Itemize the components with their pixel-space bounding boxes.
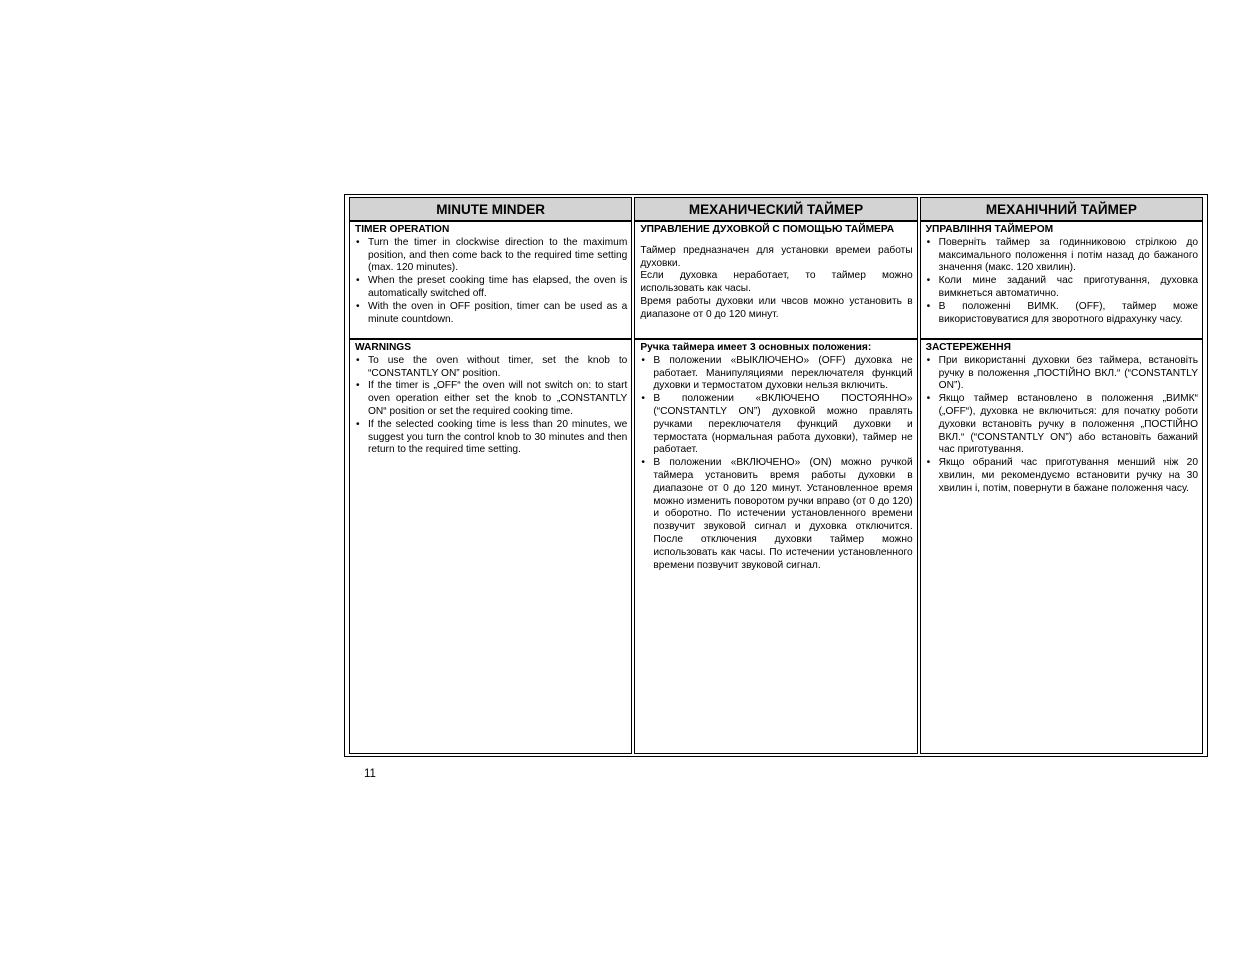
list-item: • В положении «ВКЛЮЧЕНО ПОСТОЯННО» (“CONSTANTLY ON”) духовкой можно правлять ручками переключателя функций духовки и термостата (нормальная работа духовки), таймер не работает.: [640, 393, 912, 457]
list-item: • With the oven in OFF position, timer can be used as a minute countdown.: [355, 301, 627, 327]
list-item: • Коли мине заданий час приготування, духовка вимкнеться автоматично.: [926, 275, 1198, 301]
list-item: • Якщо обраний час приготування менший ніж 20 хвилин, ми рекомендуємо встановити ручку на 30 хвилин і, потім, повернути в бажане положення часу.: [926, 457, 1198, 495]
paragraph: Если духовка неработает, то таймер можно использовать как часы.: [640, 270, 913, 295]
instruction-table-frame: [344, 194, 1208, 757]
uk-operation-cell: [920, 221, 1203, 339]
instruction-table: [347, 197, 1205, 754]
en-warnings-title: WARNINGS: [355, 342, 412, 353]
uk-warnings-title: ЗАСТЕРЕЖЕННЯ: [925, 342, 1011, 353]
paragraph: Таймер предназначен для установки времеи работы духовки.: [640, 244, 913, 269]
paragraph: Время работы духовки или чвсов можно установить в диапазоне от 0 до 120 минут.: [640, 295, 913, 320]
en-warnings-cell: [349, 339, 632, 754]
list-item: • To use the oven without timer, set the knob to “CONSTANTLY ON” position.: [355, 355, 627, 381]
ru-positions-title: Ручка таймера имеет 3 основных положения:: [640, 342, 872, 353]
header-english: MINUTE MINDER: [349, 197, 632, 221]
en-operation-cell: [349, 221, 632, 339]
uk-warnings-list: [926, 355, 1198, 496]
list-item: • В положении «ВЫКЛЮЧЕНО» (OFF) духовка не работает. Манипуляциями переключателя функций духовки и термостатом духовки нельзя включить.: [640, 355, 912, 393]
list-item: • If the selected cooking time is less than 20 minutes, we suggest you turn the control knob to 30 minutes and then return to the required time setting.: [355, 419, 627, 457]
list-item: • В положении «ВКЛЮЧЕНО» (ON) можно ручкой таймера установить время работы духовки в диапазоне от 0 до 120 минут. Установленное время можно изменить поворотом ручки вправо (от 0 до 120) и оборотно. По истечении установленного времени позвучит звуковой сигнал и духовка отключится. После отключения духовки таймер можно использовать как часы. По истечении установленного времени позвучит звуковой сигнал.: [640, 457, 912, 572]
en-operation-title: TIMER OPERATION: [355, 224, 450, 235]
header-russian: МЕХАНИЧЕСКИЙ ТАЙМЕР: [634, 197, 917, 221]
list-item: • If the timer is „OFF“ the oven will not switch on: to start oven operation either set the knob to „CONSTANTLY ON“ position or set the required cooking time.: [355, 380, 627, 418]
ru-positions-list: [640, 355, 912, 573]
ru-positions-cell: [634, 339, 917, 754]
header-ukrainian: МЕХАНІЧНИЙ ТАЙМЕР: [920, 197, 1203, 221]
en-warnings-list: [355, 355, 627, 457]
list-item: • При використанні духовки без таймера, встановіть ручку в положення „ПОСТІЙНО ВКЛ.“ (“CONSTANTLY ON”).: [926, 355, 1198, 393]
uk-warnings-cell: [920, 339, 1203, 754]
page-number: 11: [364, 768, 376, 780]
ru-operation-cell: [634, 221, 917, 339]
en-operation-list: [355, 237, 627, 327]
list-item: • В положенні ВИМК. (OFF), таймер може використовуватися для зворотного відрахунку часу.: [926, 301, 1198, 327]
ru-operation-title: УПРАВЛЕНИЕ ДУХОВКОЙ С ПОМОЩЬЮ ТАЙМЕРА: [640, 224, 895, 235]
list-item: • When the preset cooking time has elapsed, the oven is automatically switched off.: [355, 275, 627, 301]
list-item: • Поверніть таймер за годинниковою стрілкою до максимального положення і потім назад до бажаного значення (макс. 120 хвилин).: [926, 237, 1198, 275]
list-item: • Turn the timer in clockwise direction to the maximum position, and then come back to the required time setting (max. 120 minutes).: [355, 237, 627, 275]
uk-operation-title: УПРАВЛІННЯ ТАЙМЕРОМ: [925, 224, 1054, 235]
uk-operation-list: [926, 237, 1198, 327]
list-item: • Якщо таймер встановлено в положення „ВИМК“ („OFF“), духовка не включиться: для початку роботи духовки встановіть ручку в положення „ПОСТІЙНО ВКЛ.“ (“CONSTANTLY ON”) або встановіть бажаний час приготування.: [926, 393, 1198, 457]
